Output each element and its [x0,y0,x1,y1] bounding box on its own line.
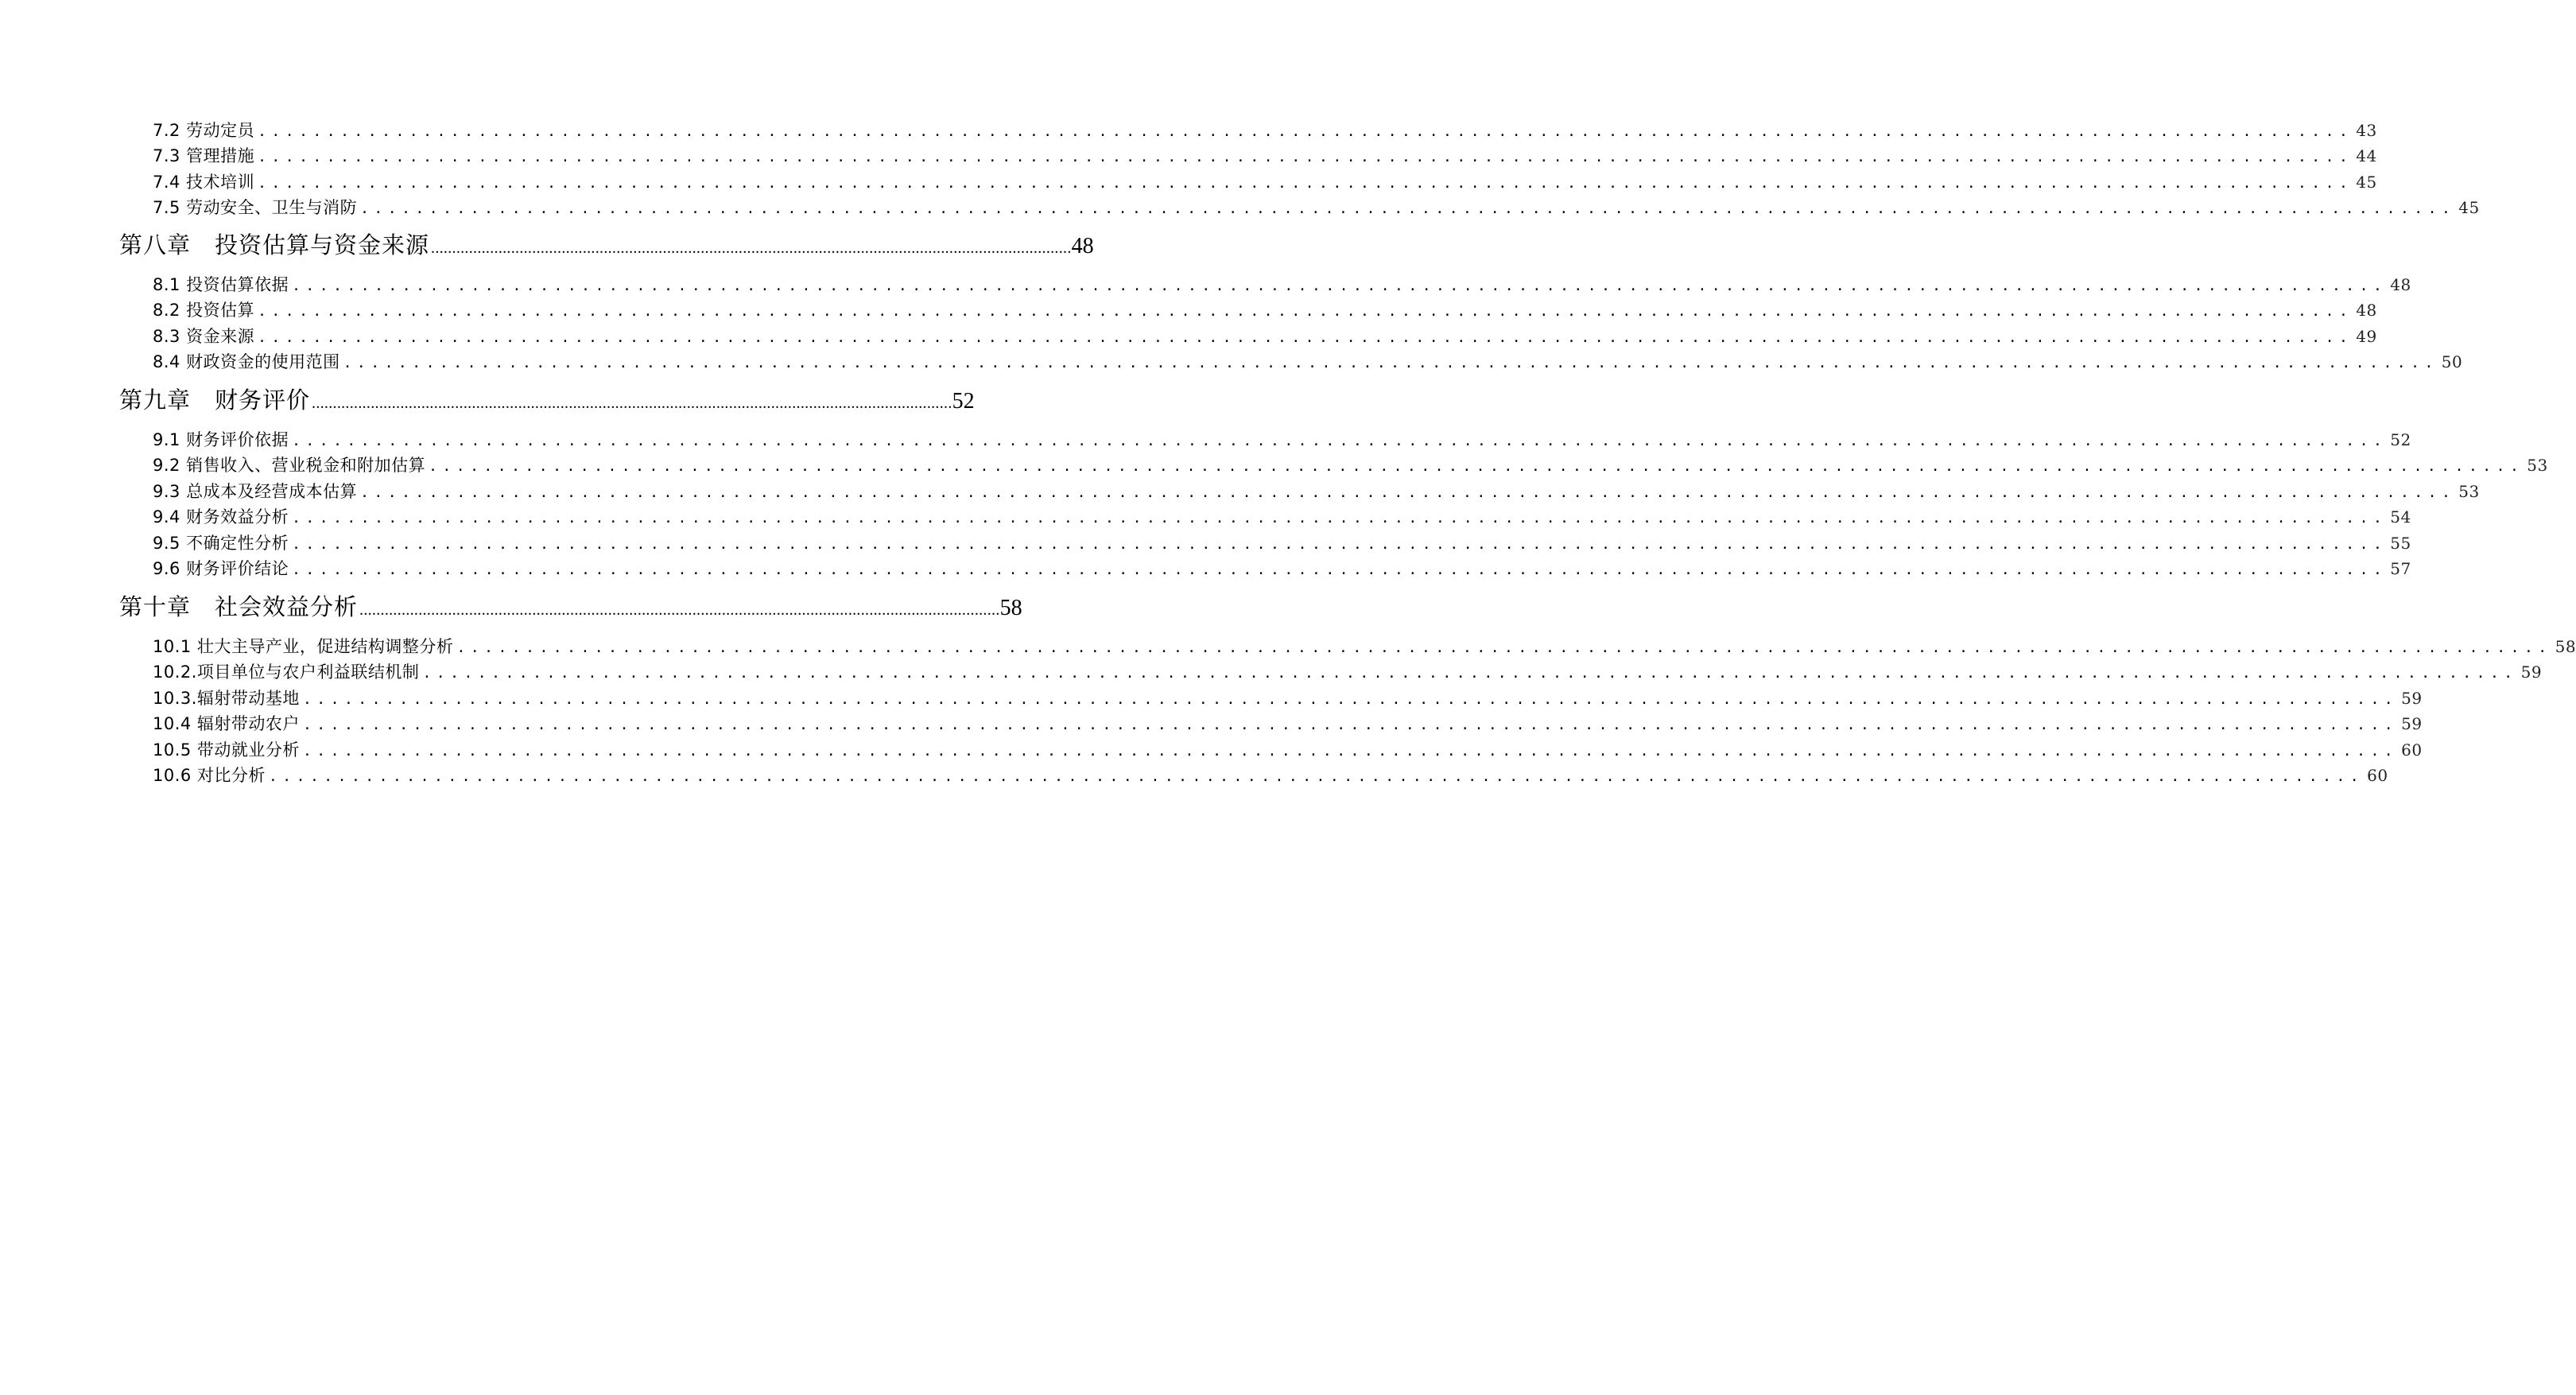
toc-entry-7-3[interactable] [153,143,2377,169]
toc-page-number: 48 [1071,234,1094,258]
toc-entry-8-3[interactable] [153,324,2377,349]
toc-leader-dots: ........................................................................................................................................................ [360,200,2456,217]
toc-entry-9-1[interactable] [153,427,2411,453]
toc-entry-label: 10.1 壮大主导产业，促进结构调整分析 [153,637,454,656]
toc-entry-label: 7.4 技术培训 [153,173,255,192]
toc-entry-10-6[interactable] [153,763,2388,788]
toc-page-number: 59 [2520,663,2543,682]
toc-entry-10-5[interactable] [153,737,2423,763]
toc-entry-label: 8.1 投资估算依据 [153,275,289,294]
toc-entry-label: 10.2.项目单位与农户利益联结机制 [153,663,420,682]
toc-leader-dots: ........................................................................................................................................................ [258,329,2353,346]
toc-chapter-9[interactable] [119,383,975,418]
toc-leader-dots: ........................................................................................................................................................ [422,665,2518,682]
toc-leader-dots: ........................................................................................................................................................ [360,484,2456,501]
toc-page-number: 53 [2527,456,2548,475]
toc-page-number: 55 [2390,534,2411,553]
toc-page-number: 52 [2390,430,2411,449]
toc-entry-label: 9.6 财务评价结论 [153,559,289,578]
toc-leader-dots: ........................................................................................................................................................ [258,123,2353,140]
toc-entry-label: 8.3 资金来源 [153,327,255,346]
toc-entry-9-6[interactable] [153,556,2411,581]
toc-entry-9-3[interactable] [153,479,2480,504]
toc-chapter-label [119,383,310,418]
toc-entry-8-2[interactable] [153,297,2377,323]
toc-chapter-title: 投资估算与资金来源 [215,231,430,258]
toc-entry-label: 10.3.辐射带动基地 [153,689,300,708]
toc-chapter-title: 财务评价 [215,387,311,414]
toc-leader-dots: ........................................................................................................................................................ [431,239,1072,257]
toc-page-number: 58 [2555,637,2576,656]
toc-chapter-number: 第十章 [119,593,192,620]
toc-page-number: 54 [2390,507,2411,527]
toc-entry-7-4[interactable] [153,169,2377,195]
toc-page-number: 48 [2356,301,2377,320]
toc-page-number: 49 [2356,327,2377,346]
toc-leader-dots: ........................................................................................................................................................ [292,536,2388,553]
toc-leader-dots: ........................................................................................................................................................ [268,768,2365,785]
toc-entry-label: 8.2 投资估算 [153,301,255,320]
toc-page-number: 60 [2401,740,2423,760]
toc-entry-10-1[interactable] [153,634,2576,659]
toc-chapter-10[interactable] [119,589,1022,624]
toc-chapter-8[interactable] [119,227,1094,262]
toc-leader-dots: ........................................................................................................................................................ [429,458,2524,475]
toc-entry-label: 10.4 辐射带动农户 [153,714,300,733]
toc-leader-dots: ........................................................................................................................................................ [302,717,2399,733]
toc-leader-dots: ........................................................................................................................................................ [302,691,2399,708]
toc-entry-9-2[interactable] [153,453,2548,478]
toc-entry-label: 7.2 劳动定员 [153,121,255,140]
toc-leader-dots: ........................................................................................................................................................ [359,601,1000,619]
toc-entry-label: 9.3 总成本及经营成本估算 [153,482,358,501]
toc-page-number: 45 [2356,173,2377,192]
toc-entry-9-4[interactable] [153,504,2411,530]
toc-page-number: 45 [2458,198,2480,217]
toc-leader-dots: ........................................................................................................................................................ [343,355,2438,371]
toc-page-number: 59 [2401,714,2423,733]
toc-page-number: 52 [952,389,975,414]
toc-entry-label: 9.2 销售收入、营业税金和附加估算 [153,456,426,475]
toc-leader-dots: ........................................................................................................................................................ [292,278,2388,294]
toc-leader-dots: ........................................................................................................................................................ [292,433,2388,449]
toc-page-number: 53 [2458,482,2480,501]
toc-page-number: 58 [999,596,1022,620]
toc-leader-dots: ........................................................................................................................................................ [258,149,2353,165]
toc-entry-label: 7.3 管理措施 [153,146,255,165]
toc-entry-8-1[interactable] [153,272,2411,297]
toc-page-number: 50 [2441,352,2463,371]
toc-entry-9-5[interactable] [153,530,2411,556]
toc-entry-label: 8.4 财政资金的使用范围 [153,352,340,371]
toc-leader-dots: ........................................................................................................................................................ [258,175,2353,192]
toc-leader-dots: ........................................................................................................................................................ [292,510,2388,527]
toc-entry-label: 9.5 不确定性分析 [153,534,289,553]
toc-entry-7-2[interactable] [153,118,2377,143]
toc-leader-dots: ........................................................................................................................................................ [292,561,2388,578]
toc-entry-label: 7.5 劳动安全、卫生与消防 [153,198,358,217]
toc-entry-label: 10.6 对比分析 [153,766,266,785]
toc-chapter-number: 第九章 [119,387,192,414]
toc-entry-7-5[interactable] [153,195,2480,220]
toc-leader-dots: ........................................................................................................................................................ [302,743,2399,760]
toc-entry-10-4[interactable] [153,711,2423,736]
toc-entry-10-3[interactable] [153,686,2423,711]
toc-page-number: 60 [2367,766,2388,785]
toc-entry-8-4[interactable] [153,349,2463,375]
toc-page-number: 57 [2390,559,2411,578]
toc-page-number: 48 [2390,275,2411,294]
toc-page-number: 44 [2356,146,2377,165]
toc-page-number: 43 [2356,121,2377,140]
toc-leader-dots: ........................................................................................................................................................ [258,303,2353,320]
toc-leader-dots: ........................................................................................................................................................ [312,394,952,412]
toc-chapter-title: 社会效益分析 [215,593,359,620]
toc-entry-label: 10.5 带动就业分析 [153,740,300,760]
toc-entry-label: 9.4 财务效益分析 [153,507,289,527]
toc-chapter-label [119,589,358,624]
toc-entry-10-2[interactable] [153,659,2543,685]
toc-leader-dots: ........................................................................................................................................................ [456,639,2552,656]
toc-page-number: 59 [2401,689,2423,708]
toc-chapter-number: 第八章 [119,231,192,258]
toc-chapter-label [119,227,429,262]
toc-entry-label: 9.1 财务评价依据 [153,430,289,449]
